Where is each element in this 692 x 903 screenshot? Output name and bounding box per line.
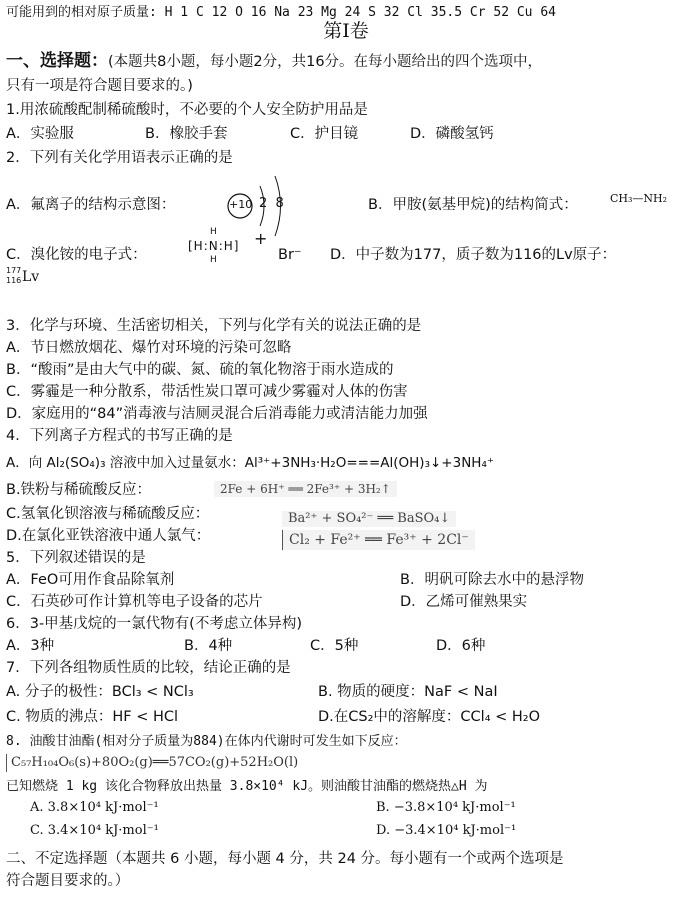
q4-option-d: D.在氯化亚铁溶液中通人氯气： [6, 528, 211, 544]
q3-option-a: A．节日燃放烟花、爆竹对环境的污染可忽略 [6, 340, 292, 356]
q3-option-c: C．雾霾是一种分散系，带活性炭口罩可减少雾霾对人体的伤害 [6, 384, 408, 400]
bromide-ion: Br⁻ [278, 247, 302, 263]
section1-desc-cont: 只有一项是符合题目要求的。) [6, 78, 193, 94]
q2-option-b: B．甲胺(氨基甲烷)的结构简式： [368, 197, 578, 213]
q7-stem: 7．下列各组物质性质的比较，结论正确的是 [6, 660, 291, 676]
methylamine-formula: CH₃—NH₂ [610, 192, 668, 205]
q6-option-b: B．4种 [184, 638, 233, 654]
q5-option-a: A．FeO可用作食品除氧剂 [6, 572, 175, 588]
q1-option-d: D．磷酸氢钙 [410, 126, 494, 142]
q4-option-c-equation: Ba²⁺ + SO₄²⁻ ══ BaSO₄↓ [282, 511, 456, 527]
q1-option-c: C．护目镜 [290, 126, 359, 142]
q6-option-a: A．3种 [6, 638, 55, 654]
q6-stem: 6．3-甲基戊烷的一氯代物有(不考虑立体异构) [6, 616, 302, 632]
q3-option-d: D．家庭用的“84”消毒液与洁厕灵混合后消毒能力或清洁能力加强 [6, 406, 428, 422]
q8-option-c: C. 3.4×10⁴ kJ·mol⁻¹ [30, 823, 159, 838]
q7-option-c: C. 物质的沸点：HF < HCl [6, 709, 179, 725]
q7-option-d: D.在CS₂中的溶解度：CCl₄ < H₂O [318, 709, 541, 725]
lv-mass-number: 177 [6, 266, 22, 275]
fluoride-shell-electrons: 2 8 [259, 196, 284, 211]
q3-option-b: B．“酸雨”是由大气中的碳、氮、硫的氧化物溶于雨水造成的 [6, 362, 394, 378]
section2-intro-cont: 符合题目要求的。） [6, 873, 130, 889]
ammonium-top-h: H [210, 227, 217, 237]
ammonium-bracket: [H:N:H] [188, 239, 240, 253]
q5-option-b: B．明矾可除去水中的悬浮物 [400, 572, 584, 588]
fluoride-nucleus-charge: +10 [229, 198, 253, 211]
lv-nuclide-symbol [6, 266, 56, 292]
q2-option-d: D．中子数为177，质子数为116的Lv原子： [330, 247, 617, 263]
ammonium-bromide-electron-formula [180, 229, 270, 269]
q4-option-a: A．向 Al₂(SO₄)₃ 溶液中加入过量氨水：Al³⁺+3NH₃·H₂O===Al(OH)₃↓+3NH₄⁺ [6, 455, 494, 471]
section1-intro [6, 52, 542, 71]
ammonium-bottom-h: H [210, 255, 217, 265]
q2-stem: 2．下列有关化学用语表示正确的是 [6, 150, 233, 166]
section1-desc: (本题共8小题，每小题2分，共16分。在每小题给出的四个选项中， [108, 54, 543, 70]
q6-option-d: D．6种 [436, 638, 486, 654]
q5-option-c: C．石英砂可作计算机等电子设备的芯片 [6, 594, 263, 610]
q8-equation: C₅₇H₁₀₄O₆(s)+80O₂(g)══57CO₂(g)+52H₂O(l) [6, 754, 298, 772]
q7-option-a: A. 分子的极性：BCl₃ < NCl₃ [6, 684, 194, 700]
q8-option-d: D. −3.4×10⁴ kJ·mol⁻¹ [376, 823, 517, 838]
volume-title: 第Ⅰ卷 [323, 20, 369, 42]
section2-intro: 二、不定选择题（本题共 6 小题，每小题 4 分，共 24 分。每小题有一个或两个选项是 [6, 851, 564, 867]
section1-label: 一、选择题： [6, 51, 108, 71]
q1-option-b: B．橡胶手套 [145, 126, 228, 142]
q8-option-a: A. 3.8×10⁴ kJ·mol⁻¹ [30, 800, 159, 815]
q7-option-b: B. 物质的硬度：NaF < NaI [318, 684, 498, 700]
q4-option-b-equation: 2Fe + 6H⁺ ══ 2Fe³⁺ + 3H₂↑ [214, 481, 397, 497]
q2-option-c: C．溴化铵的电子式： [6, 247, 147, 263]
q4-option-c: C.氢氧化钡溶液与稀硫酸反应： [6, 506, 210, 522]
q3-stem: 3．化学与环境、生活密切相关，下列与化学有关的说法正确的是 [6, 318, 422, 334]
q1-option-a: A．实验服 [6, 126, 74, 142]
atomic-masses-line: 可能用到的相对原子质量: H 1 C 12 O 16 Na 23 Mg 24 S 32 Cl 35.5 Cr 52 Cu 64 [6, 5, 556, 20]
lv-symbol: Lv [22, 269, 40, 285]
q5-option-d: D．乙烯可催熟果实 [400, 594, 528, 610]
q4-option-d-equation: Cl₂ + Fe²⁺ ══ Fe³⁺ + 2Cl⁻ [282, 530, 475, 550]
ammonium-charge: + [254, 229, 268, 248]
q4-stem: 4．下列离子方程式的书写正确的是 [6, 428, 233, 444]
q1-stem: 1.用浓硫酸配制稀硫酸时，不必要的个人安全防护用品是 [6, 102, 368, 118]
q5-stem: 5．下列叙述错误的是 [6, 550, 146, 566]
q2-option-a: A．氟离子的结构示意图： [6, 197, 176, 213]
q8-stem: 8. 油酸甘油酯(相对分子质量为884)在体内代谢时可发生如下反应： [6, 734, 407, 749]
q4-option-b: B.铁粉与稀硫酸反应： [6, 482, 152, 498]
q8-info: 已知燃烧 1 kg 该化合物释放出热量 3.8×10⁴ kJ。则油酸甘油酯的燃烧热△H 为 [6, 779, 488, 794]
q6-option-c: C．5种 [310, 638, 359, 654]
lv-atomic-number: 116 [6, 276, 22, 285]
q8-option-b: B. −3.8×10⁴ kJ·mol⁻¹ [376, 800, 516, 815]
